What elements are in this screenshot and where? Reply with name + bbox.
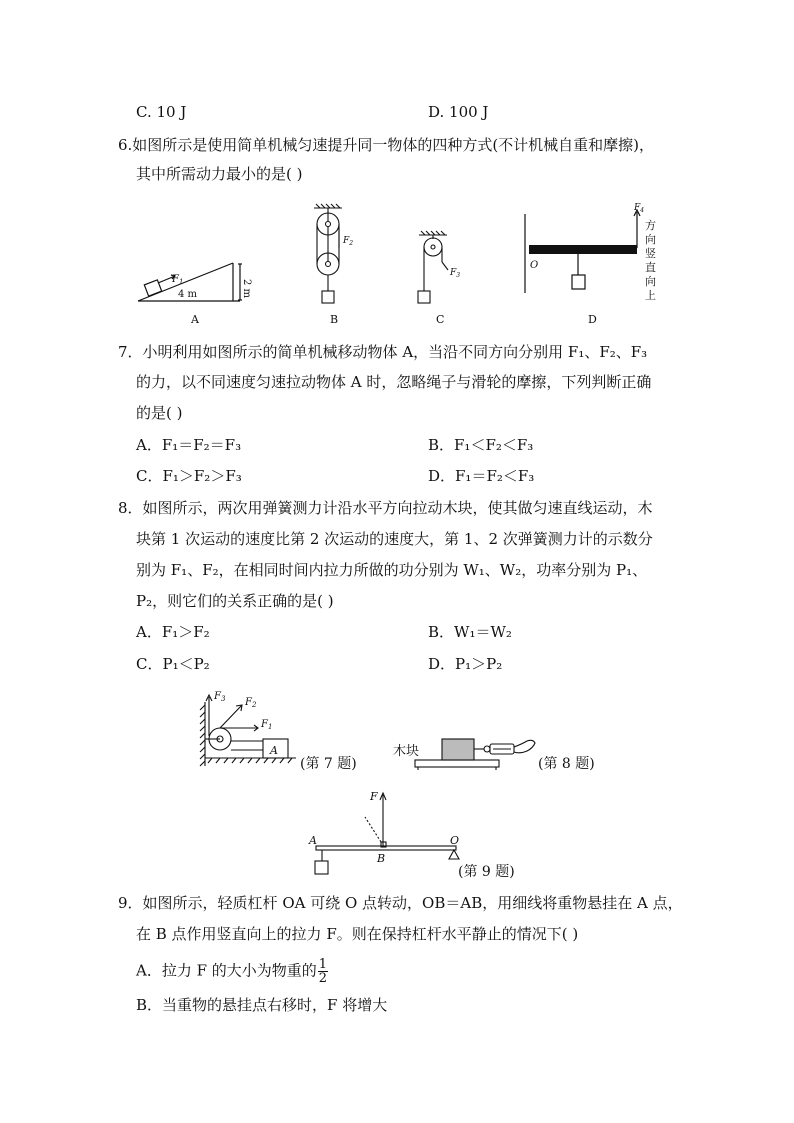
fig6-d-force-label: $F_4$: [634, 203, 645, 214]
q8-option-b: B．W₁＝W₂: [428, 623, 512, 641]
fig6-d-direction-note: [645, 218, 656, 302]
q9-option-a-fraction: $\frac{1}{2}$: [318, 957, 328, 986]
fig9-point-o-label: O: [450, 834, 460, 847]
q8-stem-line2: 块第 1 次运动的速度比第 2 次运动的速度大，第 1、2 次弹簧测力计的示数分: [136, 530, 653, 548]
q9-option-b: B．当重物的悬挂点右移时，F 将增大: [136, 996, 388, 1014]
fig6-a-force-label: $F_1$: [172, 274, 184, 286]
q7-stem-line1: 7．小明利用如图所示的简单机械移动物体 A，当沿不同方向分别用 F₁、F₂、F₃: [118, 343, 648, 361]
fig6-b-force-label: $F_2$: [343, 236, 354, 247]
svg-text:向: 向: [645, 275, 656, 288]
q6-stem-line2: 其中所需动力最小的是( ): [136, 165, 303, 183]
q7-option-b: B．F₁＜F₂＜F₃: [428, 436, 534, 454]
svg-text:上: 上: [645, 289, 656, 302]
fig6-d-caption: D: [588, 313, 597, 326]
q7-option-c: C．F₁＞F₂＞F₃: [136, 467, 242, 485]
fig6-b-caption: B: [330, 313, 339, 326]
fig8-caption: (第 8 题): [538, 756, 595, 772]
svg-text:直: 直: [645, 261, 656, 274]
fig7-block-label: A: [270, 744, 278, 757]
q8-stem-line4: P₂，则它们的关系正确的是( ): [136, 592, 334, 610]
q8-option-c: C．P₁＜P₂: [136, 655, 210, 673]
q5-option-c: C. 10 J: [136, 103, 187, 121]
fig7-caption: (第 7 题): [300, 756, 357, 772]
q8-option-d: D．P₁＞P₂: [428, 655, 503, 673]
fig9-force-label: F: [370, 790, 378, 803]
q7-option-a: A．F₁＝F₂＝F₃: [136, 436, 242, 454]
q5-option-d: D. 100 J: [428, 103, 489, 121]
fig9-point-a-label: A: [309, 834, 317, 847]
svg-text:竖: 竖: [645, 247, 656, 260]
fig6-a-height: 2 m: [241, 279, 252, 299]
q9-stem-line1: 9．如图所示，轻质杠杆 OA 可绕 O 点转动，OB＝AB，用细线将重物悬挂在 A 点，: [118, 894, 683, 912]
q7-stem-line2: 的力，以不同速度匀速拉动物体 A 时，忽略绳子与滑轮的摩擦，下列判断正确: [136, 373, 652, 391]
q8-stem-line3: 别为 F₁、F₂，在相同时间内拉力所做的功分别为 W₁、W₂，功率分别为 P₁、: [136, 561, 648, 579]
fig7-f2-label: $F_2$: [245, 697, 257, 709]
fig6-c-force-label: $F_3$: [450, 268, 461, 279]
svg-text:方: 方: [645, 219, 656, 232]
svg-text:向: 向: [645, 233, 656, 246]
fig9-point-b-label: B: [377, 852, 386, 865]
fig6-d-pivot-label: O: [530, 260, 539, 271]
fig7-f1-label: $F_1$: [261, 719, 273, 731]
q9-option-a: [136, 958, 328, 985]
fig6-c-caption: C: [436, 313, 445, 326]
fig6-a-caption: A: [191, 313, 199, 326]
q9-stem-line2: 在 B 点作用竖直向上的拉力 F。则在保持杠杆水平静止的情况下( ): [136, 925, 579, 943]
q8-stem-line1: 8．如图所示，两次用弹簧测力计沿水平方向拉动木块，使其做匀速直线运动，木: [118, 499, 653, 517]
fig6-d-lever-bar: [529, 245, 637, 254]
fig8-block-label: 木块: [393, 744, 420, 759]
fig6-a-length: 4 m: [178, 289, 198, 300]
fig9-caption: (第 9 题): [458, 864, 515, 880]
q7-option-d: D．F₁＝F₂＜F₃: [428, 467, 535, 485]
q7-stem-line3: 的是( ): [136, 404, 183, 422]
q9-option-a-text: A．拉力 F 的大小为物重的: [136, 961, 317, 980]
q6-stem-line1: 6.如图所示是使用简单机械匀速提升同一物体的四种方式(不计机械自重和摩擦)，: [118, 136, 655, 154]
fig7-f3-label: $F_3$: [214, 691, 226, 703]
q8-option-a: A．F₁＞F₂: [136, 623, 210, 641]
